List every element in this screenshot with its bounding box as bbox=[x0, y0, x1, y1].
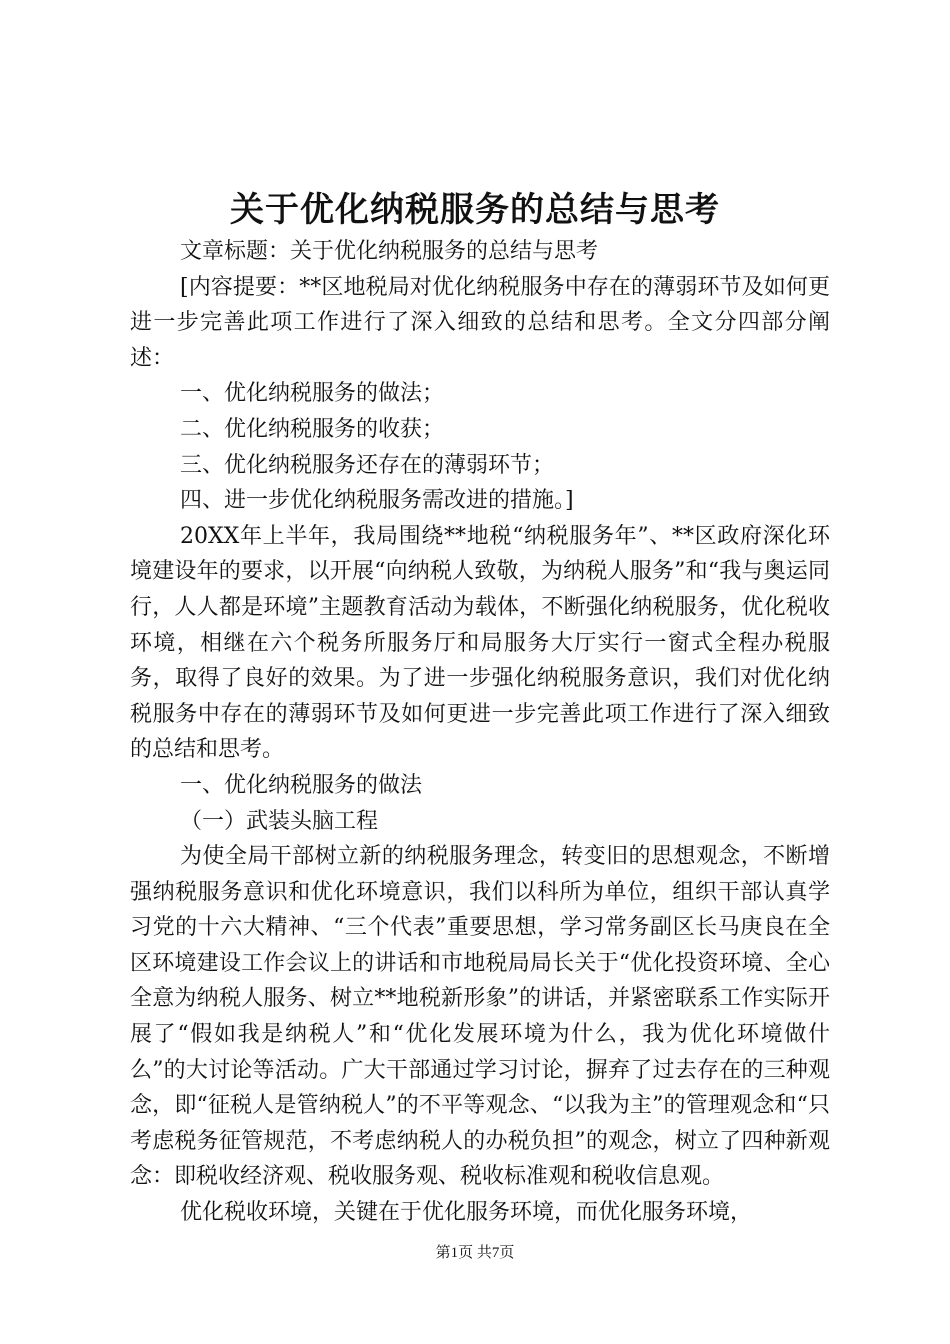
paragraph-intro: 20XX年上半年，我局围绕**地税“纳税服务年”、**区政府深化环境建设年的要求，以开展“向纳税人致敬，为纳税人服务”和“我与奥运同行，人人都是环境”主题教育活动为载体，不断强化纳税服务，优化税收环境，相继在六个税务所服务厅和局服务大厅实行一窗式全程办税服务，取得了良好的效果。为了进一步强化纳税服务意识，我们对优化纳税服务中存在的薄弱环节及如何更进一步完善此项工作进行了深入细致的总结和思考。 bbox=[130, 523, 830, 763]
paragraph-summary: [内容提要：**区地税局对优化纳税服务中存在的薄弱环节及如何更进一步完善此项工作进行了深入细致的总结和思考。全文分四部分阐述： bbox=[130, 274, 830, 371]
summary-item-1: 一、优化纳税服务的做法； bbox=[180, 381, 445, 407]
section-heading-1: 一、优化纳税服务的做法 bbox=[180, 772, 423, 798]
document-title: 关于优化纳税服务的总结与思考 bbox=[230, 190, 720, 230]
summary-item-2: 二、优化纳税服务的收获； bbox=[180, 416, 445, 442]
summary-item-3: 三、优化纳税服务还存在的薄弱环节； bbox=[180, 452, 555, 478]
paragraph-body-2: 优化税收环境，关键在于优化服务环境，而优化服务环境， bbox=[180, 1200, 753, 1226]
document-body bbox=[130, 234, 830, 1231]
page-number-footer: 第1页 共7页 bbox=[435, 1245, 515, 1261]
subsection-heading-1: （一）武装头脑工程 bbox=[180, 808, 379, 834]
paragraph-body-1: 为使全局干部树立新的纳税服务理念，转变旧的思想观念，不断增强纳税服务意识和优化环境意识，我们以科所为单位，组织干部认真学习党的十六大精神、“三个代表”重要思想，学习常务副区长马庚良在全区环境建设工作会议上的讲话和市地税局局长关于“优化投资环境、全心全意为纳税人服务、树立**地税新形象”的讲话，并紧密联系工作实际开展了“假如我是纳税人”和“优化发展环境为什么，我为优化环境做什么”的大讨论等活动。广大干部通过学习讨论，摒弃了过去存在的三种观念，即“征税人是管纳税人”的不平等观念、“以我为主”的管理观念和“只考虑税务征管规范，不考虑纳税人的办税负担”的观念，树立了四种新观念：即税收经济观、税收服务观、税收标准观和税收信息观。 bbox=[130, 844, 830, 1190]
paragraph-article-title: 文章标题：关于优化纳税服务的总结与思考 bbox=[180, 239, 599, 264]
summary-item-4: 四、进一步优化纳税服务需改进的措施。] bbox=[180, 488, 574, 514]
